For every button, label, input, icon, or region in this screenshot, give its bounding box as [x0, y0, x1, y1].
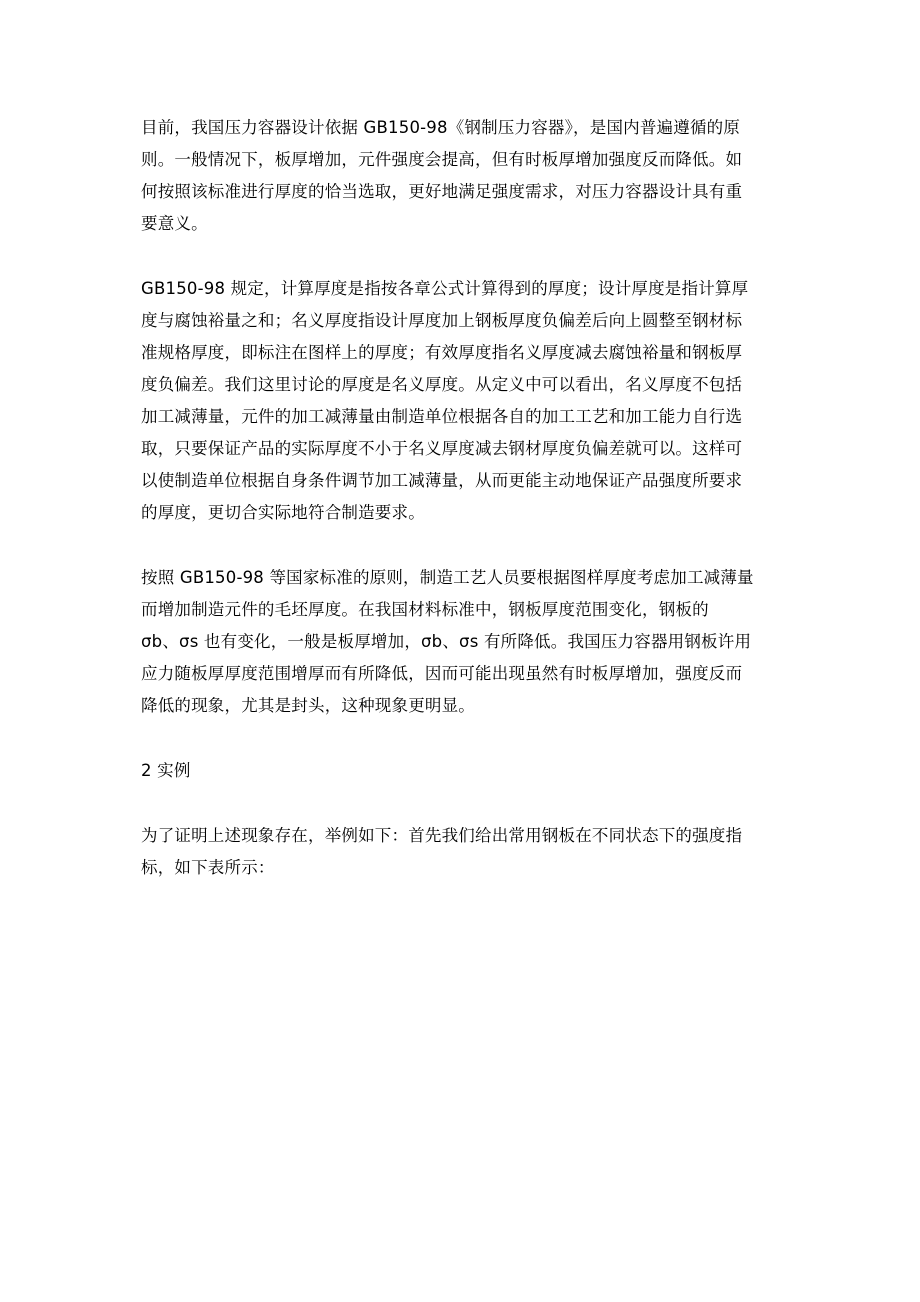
text-line: 要意义。 [141, 214, 208, 233]
text-line: 度负偏差。我们这里讨论的厚度是名义厚度。从定义中可以看出，名义厚度不包括 [141, 375, 743, 394]
text-line: 度与腐蚀裕量之和；名义厚度指设计厚度加上钢板厚度负偏差后向上圆整至钢材标 [141, 311, 743, 330]
text-line: 则。一般情况下，板厚增加，元件强度会提高，但有时板厚增加强度反而降低。如 [141, 150, 743, 169]
text-line: GB150-98 规定，计算厚度是指按各章公式计算得到的厚度；设计厚度是指计算厚 [141, 279, 749, 298]
text-line: 标，如下表所示： [141, 858, 275, 877]
paragraph-intro [141, 112, 786, 240]
section-heading: 2 实例 [141, 761, 191, 780]
text-line: 的厚度，更切合实际地符合制造要求。 [141, 503, 425, 522]
text-line: 为了证明上述现象存在，举例如下：首先我们给出常用钢板在不同状态下的强度指 [141, 826, 743, 845]
text-line: 降低的现象，尤其是封头，这种现象更明显。 [141, 696, 475, 715]
document-body [141, 112, 786, 917]
text-line: 按照 GB150-98 等国家标准的原则，制造工艺人员要根据图样厚度考虑加工减薄量 [141, 568, 754, 587]
paragraph-example [141, 820, 786, 884]
paragraph-standards [141, 562, 786, 722]
text-line: 应力随板厚厚度范围增厚而有所降低，因而可能出现虽然有时板厚增加，强度反而 [141, 664, 743, 683]
text-line: 以使制造单位根据自身条件调节加工减薄量，从而更能主动地保证产品强度所要求 [141, 471, 743, 490]
text-line: 而增加制造元件的毛坯厚度。在我国材料标准中，钢板厚度范围变化，钢板的 [141, 600, 709, 619]
text-line: 加工减薄量，元件的加工减薄量由制造单位根据各自的加工工艺和加工能力自行选 [141, 407, 743, 426]
text-line: σb、σs 也有变化，一般是板厚增加，σb、σs 有所降低。我国压力容器用钢板许用 [141, 632, 752, 651]
text-line: 准规格厚度，即标注在图样上的厚度；有效厚度指名义厚度减去腐蚀裕量和钢板厚 [141, 343, 743, 362]
text-line: 目前，我国压力容器设计依据 GB150-98《钢制压力容器》，是国内普遍遵循的原 [141, 118, 741, 137]
text-line: 取，只要保证产品的实际厚度不小于名义厚度减去钢材厚度负偏差就可以。这样可 [141, 439, 743, 458]
paragraph-definitions [141, 273, 786, 529]
text-line: 何按照该标准进行厚度的恰当选取，更好地满足强度需求，对压力容器设计具有重 [141, 182, 743, 201]
